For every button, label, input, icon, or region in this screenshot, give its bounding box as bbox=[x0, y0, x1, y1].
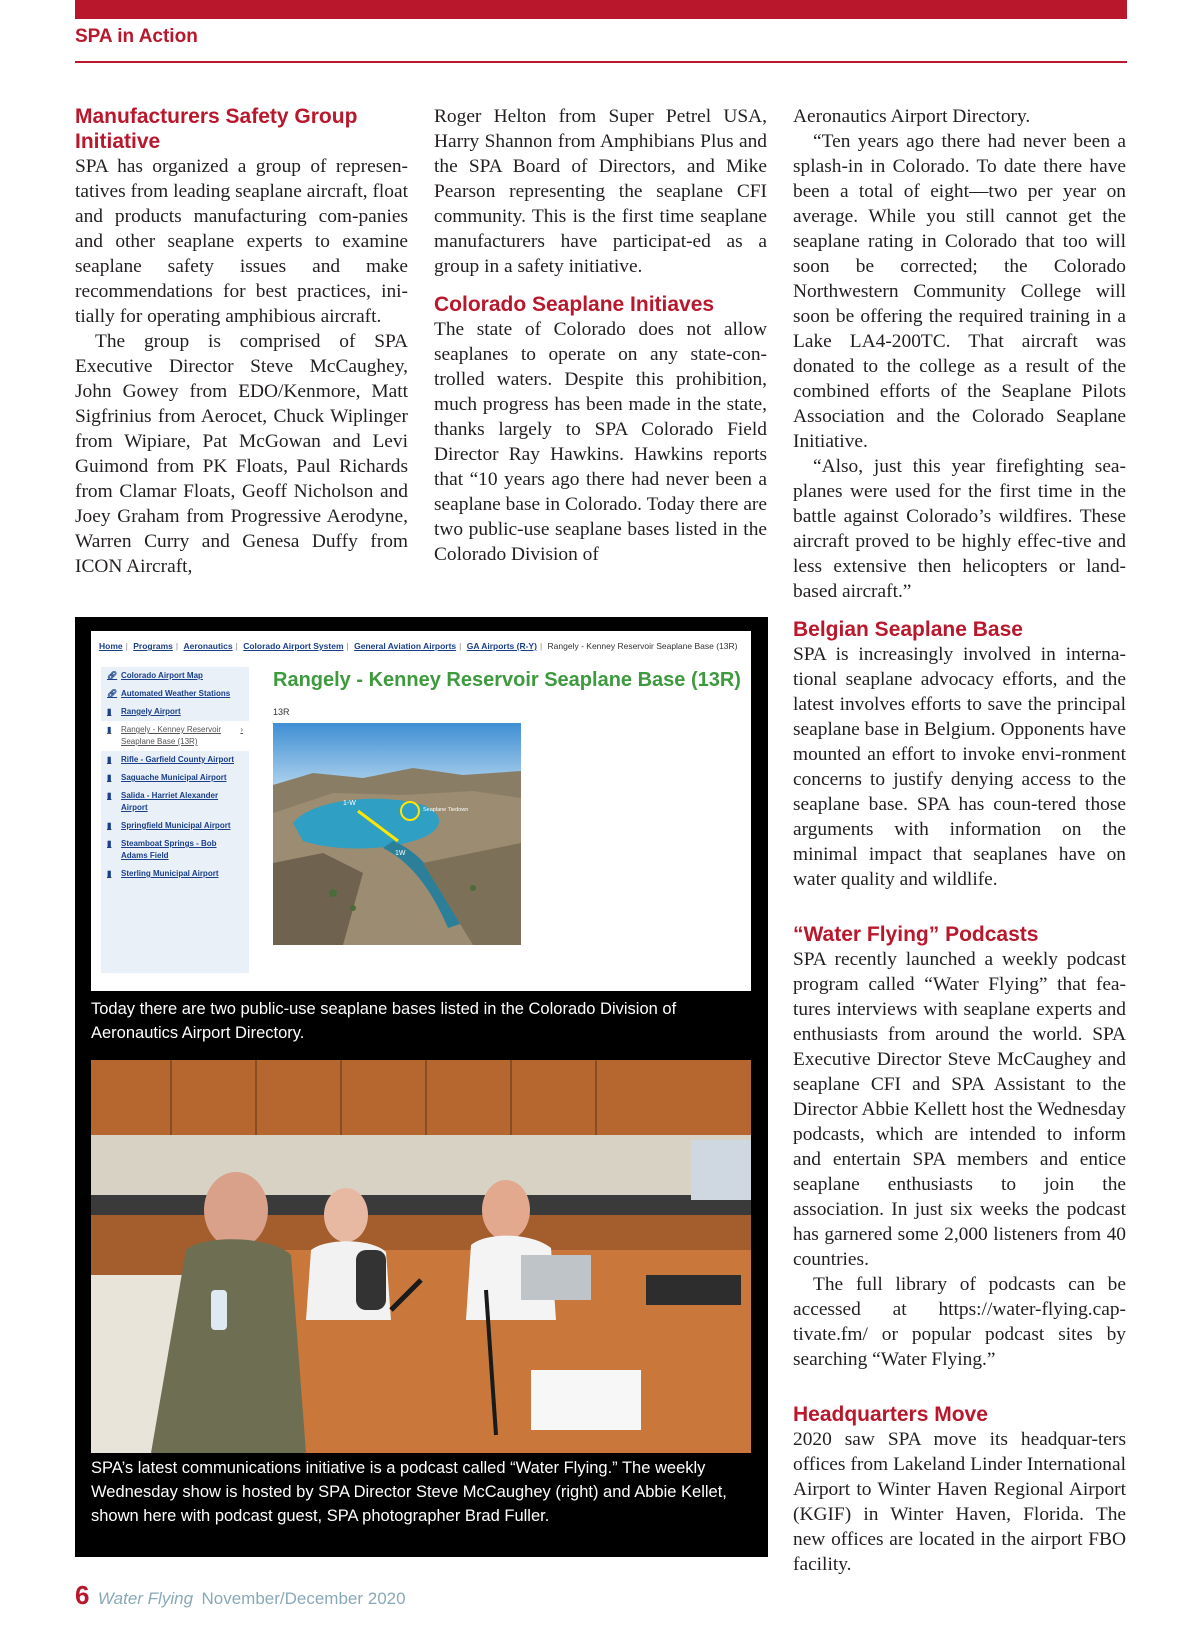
caption-podcast: SPA’s latest communications initiative is a podcast called “Water Flying.” The weekly Wednesday show is hosted by SPA Director Steve McCaughey (right) and Abbie Kellet, shown here with podcast guest, SPA photographer Brad Fuller. bbox=[91, 1459, 727, 1525]
podcast-photo bbox=[91, 1060, 751, 1453]
sidebar-item[interactable]: ▮ Rangely Airport bbox=[107, 707, 181, 716]
paragraph: The state of Colorado does not allow seaplanes to operate on any state-con-trolled waters. Despite this prohibition, much progress has been made in the state, thanks largely to SPA Colorado Field Director Ray Hawkins. Hawkins reports that “10 years ago there had never been a seaplane base in Colorado. Today there are two public-use seaplane bases listed in the Colorado Division of bbox=[434, 319, 767, 565]
page-icon: ▮ bbox=[107, 773, 112, 782]
aerial-reservoir-image bbox=[273, 723, 521, 945]
sidebar-item[interactable]: ▮ Steamboat Springs - Bob Adams Field bbox=[107, 839, 217, 860]
heading-safety-group: Manufacturers Safety Group Initiative bbox=[75, 105, 358, 153]
map-label-runway-b: 1W bbox=[395, 850, 406, 857]
paragraph: “Ten years ago there had never been a splash-in in Colorado. To date there have been a total of eight—two per year on average. While you still cannot get the seaplane rating in Colorado that too will soon be corrected; the Colorado Northwestern Community College will soon be offering the required training in a Lake LA4-200TC. That aircraft was donated to the college as a result of the combined efforts of the Seaplane Pilots Association and the Colorado Seaplane Initiative. bbox=[793, 131, 1126, 452]
paragraph: SPA has organized a group of represen-tatives from leading seaplane aircraft, float and products manufacturing com-panies and other seaplane experts to examine seaplane safety issues and make recommendations for best practices, ini-tially for operating amphibious aircraft. bbox=[75, 156, 408, 327]
sidebar-item-active[interactable]: ▮ Rangely - Kenney Reservoir Seaplane Base (13R) › bbox=[101, 721, 249, 751]
paragraph: SPA is increasingly involved in interna-tional seaplane advocacy efforts, and the latest involves efforts to save the principal seaplane base in Belgium. Opponents have mounted an effort to invoke envi-ronment concerns to justify denying access to the seaplane base. SPA has coun-tered those arguments with information on the minimal impact that seaplanes have on water quality and wildlife. bbox=[793, 644, 1126, 890]
website-screenshot bbox=[91, 631, 751, 991]
column-2 bbox=[434, 104, 767, 567]
column-3 bbox=[793, 104, 1126, 1577]
photo-panel bbox=[75, 617, 768, 1557]
breadcrumb: Home | Programs | Aeronautics | Colorado Airport System | General Aviation Airports | GA Airports (R-Y) | Rangely - Kenney Reservoir Seaplane Base (13R) bbox=[99, 641, 738, 651]
caption-website: Today there are two public-use seaplane bases listed in the Colorado Division of Aeronautics Airport Directory. bbox=[91, 1000, 677, 1042]
breadcrumb-link[interactable]: GA Airports (R-Y) bbox=[466, 641, 537, 651]
sidebar-item[interactable]: ▮ Saguache Municipal Airport bbox=[107, 773, 227, 782]
heading-hq-move: Headquarters Move bbox=[793, 1403, 988, 1426]
link-icon: 🔗︎ bbox=[107, 671, 118, 680]
heading-belgian: Belgian Seaplane Base bbox=[793, 618, 1023, 641]
sidebar-item[interactable]: ▮ Salida - Harriet Alexander Airport bbox=[107, 791, 219, 812]
sidebar-nav bbox=[101, 667, 249, 973]
airport-code: 13R bbox=[273, 707, 290, 717]
section-label: SPA in Action bbox=[75, 26, 198, 47]
heading-podcasts: “Water Flying” Podcasts bbox=[793, 923, 1039, 946]
page-icon: ▮ bbox=[107, 869, 112, 878]
breadcrumb-current: Rangely - Kenney Reservoir Seaplane Base (13R) bbox=[547, 641, 738, 651]
paragraph: The group is comprised of SPA Executive Director Steve McCaughey, John Gowey from EDO/Kenmore, Matt Sigfrinius from Aerocet, Chuck Wiplinger from Wipiare, Pat McGowan and Levi Guimond from PK Floats, Paul Richards from Clamar Floats, Geoff Nicholson and Joey Graham from Progressive Aerodyne, Warren Curry and Genesa Duffy from ICON Aircraft, bbox=[75, 331, 408, 577]
page-title: Rangely - Kenney Reservoir Seaplane Base (13R) bbox=[273, 669, 741, 691]
page-icon: ▮ bbox=[107, 791, 112, 800]
page-icon: ▮ bbox=[107, 725, 112, 734]
heading-colorado: Colorado Seaplane Initiaves bbox=[434, 293, 715, 316]
breadcrumb-link[interactable]: Aeronautics bbox=[183, 641, 233, 651]
chevron-right-icon: › bbox=[240, 725, 243, 734]
breadcrumb-link[interactable]: Programs bbox=[133, 641, 173, 651]
header-rule bbox=[75, 61, 1127, 63]
breadcrumb-link[interactable]: Home bbox=[99, 641, 123, 651]
paragraph: The full library of podcasts can be accessed at https://water-flying.cap-tivate.fm/ or popular podcast sites by searching “Water Flying.” bbox=[793, 1274, 1126, 1370]
sidebar-item[interactable]: ▮ Sterling Municipal Airport bbox=[107, 869, 219, 878]
page-footer bbox=[75, 1580, 406, 1611]
magazine-name: Water Flying bbox=[97, 1589, 194, 1608]
paragraph: Aeronautics Airport Directory. bbox=[793, 106, 1031, 127]
column-1 bbox=[75, 104, 408, 579]
map-label-runway-a: 1-W bbox=[343, 800, 356, 807]
paragraph: “Also, just this year firefighting sea-planes were used for the first time in the battle against Colorado’s wildfires. These aircraft proved to be highly effec-tive and less extensive then helicopters or land-based aircraft.” bbox=[793, 456, 1126, 602]
map-label-tiedown: Seaplane Tiedown bbox=[423, 807, 469, 813]
page-icon: ▮ bbox=[107, 707, 112, 716]
page-number: 6 bbox=[75, 1580, 90, 1610]
paragraph: SPA recently launched a weekly podcast program called “Water Flying” that fea-tures interviews with seaplane experts and enthusiasts from around the world. SPA Executive Director Steve McCaughey and seaplane CFI and SPA Assistant to the Director Abbie Kellett host the Wednesday podcasts, which are intended to inform and entertain SPA members and entice seaplane enthusiasts to join the association. In just six weeks the podcast has garnered some 2,000 listeners from 40 countries. bbox=[793, 949, 1126, 1270]
breadcrumb-link[interactable]: General Aviation Airports bbox=[354, 641, 457, 651]
page-icon: ▮ bbox=[107, 839, 112, 848]
paragraph: 2020 saw SPA move its headquar-ters offices from Lakeland Linder International Airport to Winter Haven Regional Airport (KGIF) in Winter Haven, Florida. The new offices are located in the airport FBO facility. bbox=[793, 1429, 1126, 1575]
sidebar-item[interactable]: ▮ Springfield Municipal Airport bbox=[107, 821, 231, 830]
sidebar-item[interactable]: ▮ Rifle - Garfield County Airport bbox=[107, 755, 235, 764]
breadcrumb-link[interactable]: Colorado Airport System bbox=[243, 641, 344, 651]
issue-date: November/December 2020 bbox=[201, 1589, 406, 1608]
top-accent-bar bbox=[75, 0, 1127, 19]
link-icon: 🔗︎ bbox=[107, 689, 118, 698]
sidebar-item[interactable]: 🔗︎ Colorado Airport Map bbox=[107, 671, 203, 680]
paragraph: Roger Helton from Super Petrel USA, Harry Shannon from Amphibians Plus and the SPA Board of Directors, and Mike Pearson representing the seaplane CFI community. This is the first time seaplane manufacturers have participat-ed as a group in a safety initiative. bbox=[434, 106, 767, 277]
sidebar-item[interactable]: 🔗︎ Automated Weather Stations bbox=[107, 689, 231, 698]
page-icon: ▮ bbox=[107, 821, 112, 830]
page-icon: ▮ bbox=[107, 755, 112, 764]
